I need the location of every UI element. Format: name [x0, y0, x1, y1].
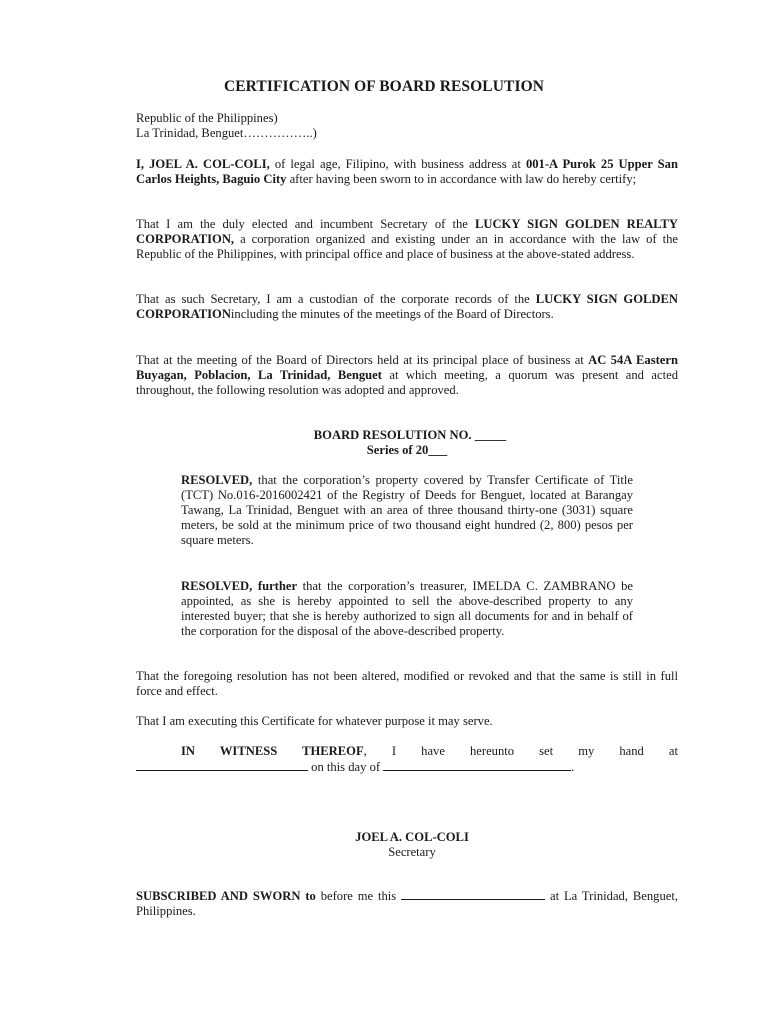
resolution-heading — [136, 428, 678, 458]
witness-lead: IN WITNESS THEREOF — [181, 744, 364, 758]
secretary-text: That I am the duly elected and incumbent Secretary of the — [136, 217, 475, 231]
venue-line-place: La Trinidad, Benguet……………..) — [136, 126, 317, 140]
executing-paragraph: That I am executing this Certificate for whatever purpose it may serve. — [136, 714, 493, 728]
custodian-paragraph — [136, 292, 678, 322]
resolved-clause-1 — [181, 473, 633, 548]
secretary-text-end: a corporation organized and existing under an in accordance with the law of the Republic of the Philippines, with principal office and place of business at the above-stated address. — [136, 232, 678, 261]
resolution-series: Series of 20___ — [366, 443, 448, 457]
intro-text: of legal age, Filipino, with business address at — [269, 157, 526, 171]
meeting-text-end: at which meeting, a quorum was present and acted throughout, the following resolution was adopted and approved. — [136, 368, 678, 397]
meeting-text: That at the meeting of the Board of Directors held at its principal place of business at — [136, 353, 589, 367]
meeting-paragraph — [136, 353, 678, 398]
document-title: CERTIFICATION OF BOARD RESOLUTION — [223, 78, 545, 95]
custodian-text-end: including the minutes of the meetings of the Board of Directors. — [230, 307, 554, 321]
witness-text: , I have hereunto set my hand at — [363, 744, 678, 758]
jurat-line-1 — [91, 888, 678, 919]
witness-date-text: on this day of — [308, 760, 384, 774]
resolved-clause-2 — [181, 579, 633, 639]
not-altered-paragraph: That the foregoing resolution has not been altered, modified or revoked and that the same is still in full force and effect. — [136, 669, 678, 698]
jurat-lead: SUBSCRIBED AND SWORN to — [136, 889, 316, 903]
resolved-further-lead: RESOLVED, further — [181, 579, 298, 593]
jurat-text-end: at La Trinidad, Benguet, Philippines. — [136, 889, 678, 918]
intro-text-end: after having been sworn to in accordance with law do hereby certify; — [286, 172, 637, 186]
resolved-lead: RESOLVED, — [181, 473, 253, 487]
resolved-text: that the corporation’s property covered by Transfer Certificate of Title (TCT) No.016-2016002421 of the Registry of Deeds for Benguet, located at Barangay Tawang, La Trinidad, Benguet with an area of three thousand thirty-one (3031) square meters, be sold at the minimum price of two thousand eight hundred (2, 800) pesos per square meters. — [181, 473, 633, 547]
jurat-paragraph — [91, 888, 678, 919]
jurat-text: before me this — [315, 889, 402, 903]
corporation-name: LUCKY SIGN GOLDEN REALTY CORPORATION, — [136, 217, 678, 246]
jurat-date-blank[interactable] — [401, 888, 545, 900]
affiant-name: I, JOEL A. COL-COLI, — [136, 157, 270, 171]
signature-block — [136, 830, 678, 860]
resolved-further-text: that the corporation’s treasurer, IMELDA C. ZAMBRANO be appointed, as she is hereby appointed to sell the above-described property to any interested buyer; that she is hereby authorized to sign all documents for and in behalf of the corporation for the disposal of the above-described property. — [181, 579, 634, 638]
signatory-role: Secretary — [388, 845, 436, 859]
venue-block — [136, 111, 678, 141]
custodian-text: That as such Secretary, I am a custodian of the corporate records of the — [136, 292, 536, 306]
corporation-name-short: LUCKY SIGN GOLDEN CORPORATION — [136, 292, 679, 321]
affiant-address: 001-A Purok 25 Upper San Carlos Heights, Baguio City — [136, 157, 678, 186]
signatory-name: JOEL A. COL-COLI — [355, 830, 469, 844]
date-blank[interactable] — [383, 759, 571, 771]
witness-end: . — [571, 760, 575, 774]
resolution-number: BOARD RESOLUTION NO. _____ — [313, 428, 507, 442]
witness-line-1 — [136, 744, 678, 759]
witness-line-2 — [136, 759, 678, 775]
secretary-paragraph — [136, 217, 678, 262]
witness-paragraph — [136, 744, 678, 775]
venue-line-country: Republic of the Philippines) — [136, 111, 278, 125]
intro-paragraph — [136, 157, 678, 187]
place-blank[interactable] — [136, 759, 308, 771]
meeting-place: AC 54A Eastern Buyagan, Poblacion, La Trinidad, Benguet — [136, 353, 678, 382]
